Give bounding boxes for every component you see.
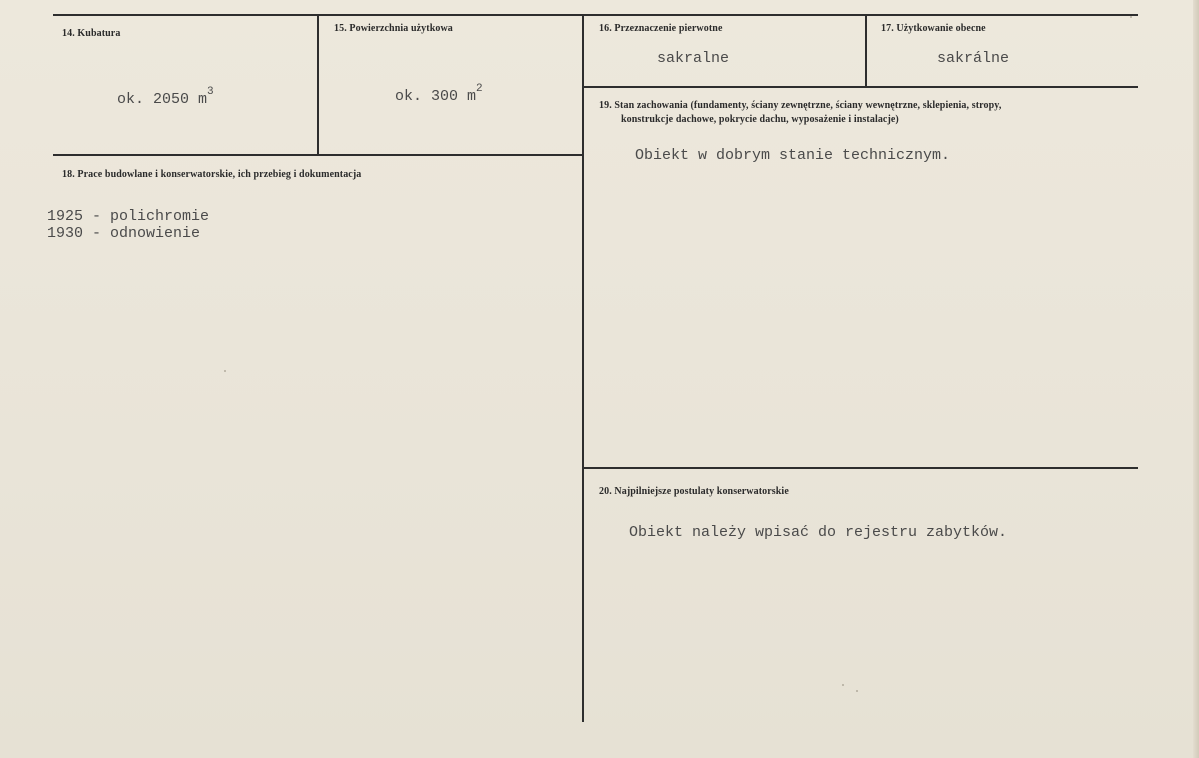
paper-speck [224,370,226,372]
postulaty-value: Obiekt należy wpisać do rejestru zabytków. [629,524,1008,541]
stan-label-line-2: konstrukcje dachowe, pokrycie dachu, wyposażenie i instalacje) [621,114,899,125]
top-border-line [53,14,1138,16]
divider-16-17 [865,14,867,87]
prace-label: 18. Prace budowlane i konserwatorskie, ich przebieg i dokumentacja [62,169,362,180]
divider-14-15 [317,14,319,155]
row1-bottom-line-right [583,86,1138,88]
card-edge [1193,0,1199,758]
stan-label-line-1: 19. Stan zachowania (fundamenty, ściany zewnętrzne, ściany wewnętrzne, sklepienia, stropy, [599,100,1002,111]
uzytkowanie-value: sakrálne [937,50,1010,67]
powierzchnia-label: 15. Powierzchnia użytkowa [334,23,453,34]
kubatura-value: ok. 2050 $m^3$ [117,86,214,108]
divider-center [582,14,584,722]
prace-line-1: 1925 - polichromie [47,208,210,225]
przeznaczenie-value: sakralne [657,50,730,67]
paper-speck [1130,16,1132,18]
prace-line-2: 1930 - odnowienie [47,225,201,242]
paper-speck [842,684,844,686]
uzytkowanie-label: 17. Użytkowanie obecne [881,23,986,34]
przeznaczenie-label: 16. Przeznaczenie pierwotne [599,23,723,34]
section20-top-line [583,467,1138,469]
powierzchnia-value: ok. 300 $m^2$ [395,83,483,105]
paper-speck [856,690,858,692]
postulaty-label: 20. Najpilniejsze postulaty konserwatorskie [599,486,789,497]
stan-value: Obiekt w dobrym stanie technicznym. [635,147,951,164]
kubatura-label: 14. Kubatura [62,28,121,39]
